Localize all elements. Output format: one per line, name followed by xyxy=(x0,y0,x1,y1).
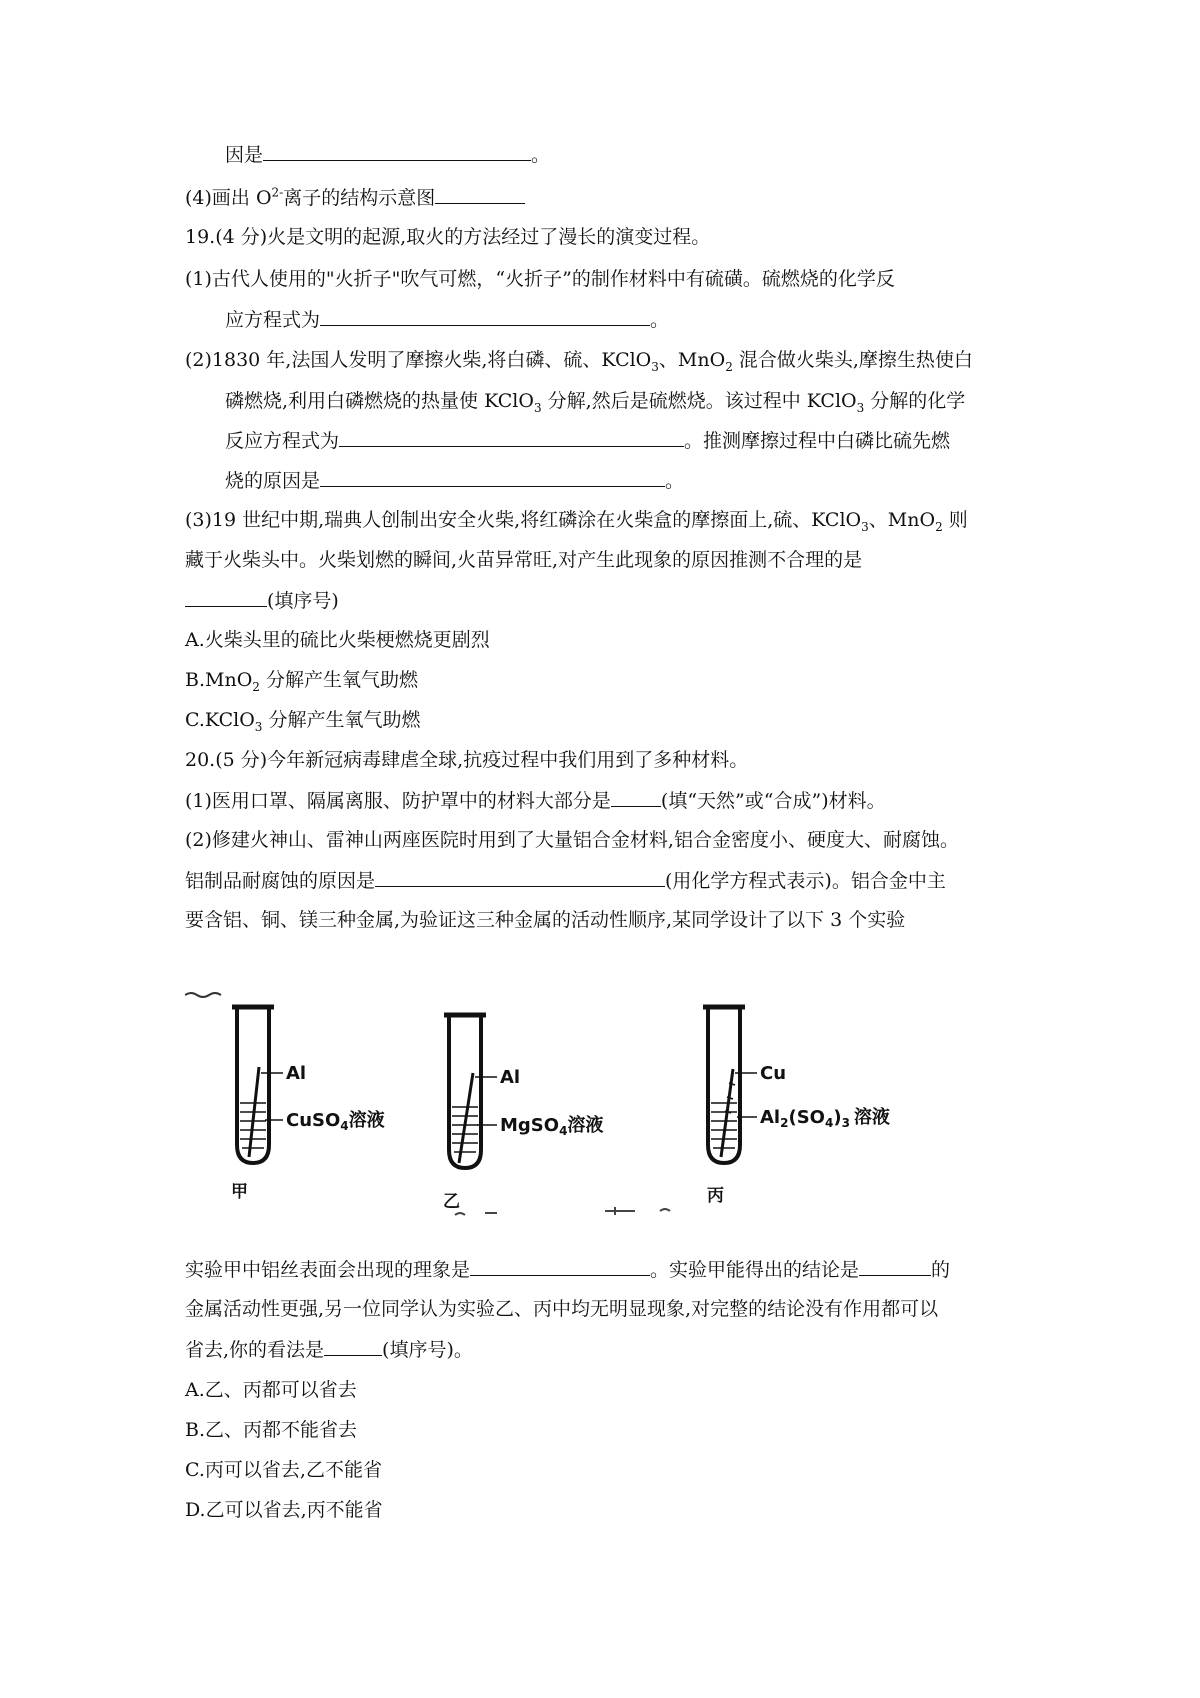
option-c: C.KClO$_3$ 分解产生氧气助燃 xyxy=(185,709,421,734)
tube-jia-metal-label: Al xyxy=(286,1063,307,1084)
tube-bing-solution-label: $Al_2(SO_4)_3$ 溶液 xyxy=(760,1107,890,1130)
question-20-2-cont2: 要含铝、铜、镁三种金属,为验证这三种金属的活动性顺序,某同学设计了以下 3 个实验 xyxy=(185,909,906,931)
test-tube-yi xyxy=(443,1015,603,1212)
test-tube-bing xyxy=(703,1007,890,1206)
tube-bing-name: 丙 xyxy=(707,1186,724,1206)
question-18-4: (4)画出 $O^{2-}$离子的结构示意图 xyxy=(185,183,525,212)
question-19-2-cont3: 烧的原因是 。 xyxy=(225,466,684,495)
scan-marks xyxy=(455,1207,670,1215)
question-19-3: (3)19 世纪中期,瑞典人创制出安全火柴,将红磷涂在火柴盒的摩擦面上,硫、KClO$_3$、MnO$_2$ 则 xyxy=(185,509,968,534)
question-19-title: 19.(4 分)火是文明的起源,取火的方法经过了漫长的演变过程。 xyxy=(185,226,711,248)
test-tubes-diagram xyxy=(185,985,1005,1230)
answer-blank[interactable] xyxy=(263,140,531,161)
answer-blank[interactable] xyxy=(324,1335,382,1356)
answer-blank[interactable] xyxy=(185,586,267,607)
question-19-3-cont: 藏于火柴头中。火柴划燃的瞬间,火苗异常旺,对产生此现象的原因推测不合理的是 xyxy=(185,549,863,571)
answer-blank[interactable] xyxy=(320,466,665,487)
tube-yi-metal-label: Al xyxy=(500,1067,521,1088)
question-19-3-blank-line: (填序号) xyxy=(185,586,339,615)
option-c: C.丙可以省去,乙不能省 xyxy=(185,1459,382,1481)
question-19-2-cont2: 反应方程式为 。推测摩擦过程中白磷比硫先燃 xyxy=(225,426,950,455)
tube-bing-metal-label: Cu xyxy=(760,1063,787,1084)
experiment-figure xyxy=(185,985,1005,1230)
tube-yi-name: 乙 xyxy=(443,1192,460,1212)
option-b: B.乙、丙都不能省去 xyxy=(185,1419,358,1441)
answer-blank[interactable] xyxy=(375,866,665,887)
question-19-1: (1)古代人使用的"火折子"吹气可燃，“火折子”的制作材料中有硫磺。硫燃烧的化学反 xyxy=(185,268,895,290)
option-a: A.乙、丙都可以省去 xyxy=(185,1379,357,1401)
scan-smudge xyxy=(185,993,221,997)
option-a: A.火柴头里的硫比火柴梗燃烧更剧烈 xyxy=(185,629,490,651)
question-19-2: (2)1830 年,法国人发明了摩擦火柴,将白磷、硫、KClO$_3$、MnO$_2$ 混合做火柴头,摩擦生热使白 xyxy=(185,349,973,374)
option-d: D.乙可以省去,丙不能省 xyxy=(185,1499,383,1521)
question-19-2-cont: 磷燃烧,利用白磷燃烧的热量使 KClO$_3$ 分解,然后是硫燃烧。该过程中 KClO$_3$ 分解的化学 xyxy=(225,390,966,415)
answer-blank[interactable] xyxy=(435,183,525,204)
question-20-2: (2)修建火神山、雷神山两座医院时用到了大量铝合金材料,铝合金密度小、硬度大、耐腐蚀。 xyxy=(185,829,959,851)
tube-yi-solution-label: MgSO$_4$溶液 xyxy=(500,1115,604,1138)
question-20-3: 实验甲中铝丝表面会出现的理象是 。实验甲能得出的结论是 的 xyxy=(185,1255,950,1284)
answer-blank[interactable] xyxy=(611,786,661,807)
answer-blank[interactable] xyxy=(339,426,684,447)
question-20-1: (1)医用口罩、隔属离服、防护罩中的材料大部分是 (填“天然”或“合成”)材料。 xyxy=(185,786,886,815)
answer-blank[interactable] xyxy=(470,1255,650,1276)
question-19-1-cont: 应方程式为 。 xyxy=(225,305,669,334)
tube-jia-name: 甲 xyxy=(231,1182,248,1202)
line-reason-continued: 因是 。 xyxy=(225,140,550,169)
question-20-2-cont: 铝制品耐腐蚀的原因是 (用化学方程式表示)。铝合金中主 xyxy=(185,866,946,895)
answer-blank[interactable] xyxy=(320,305,650,326)
question-20-3-cont: 金属活动性更强,另一位同学认为实验乙、丙中均无明显现象,对完整的结论没有作用都可以 xyxy=(185,1298,939,1320)
answer-blank[interactable] xyxy=(859,1255,931,1276)
question-20-title: 20.(5 分)今年新冠病毒肆虐全球,抗疫过程中我们用到了多种材料。 xyxy=(185,749,749,771)
test-tube-jia xyxy=(231,1007,385,1202)
tube-jia-solution-label: CuSO$_4$溶液 xyxy=(286,1110,385,1133)
option-b: B.MnO$_2$ 分解产生氧气助燃 xyxy=(185,669,418,694)
question-20-3-cont2: 省去,你的看法是 (填序号)。 xyxy=(185,1335,473,1364)
